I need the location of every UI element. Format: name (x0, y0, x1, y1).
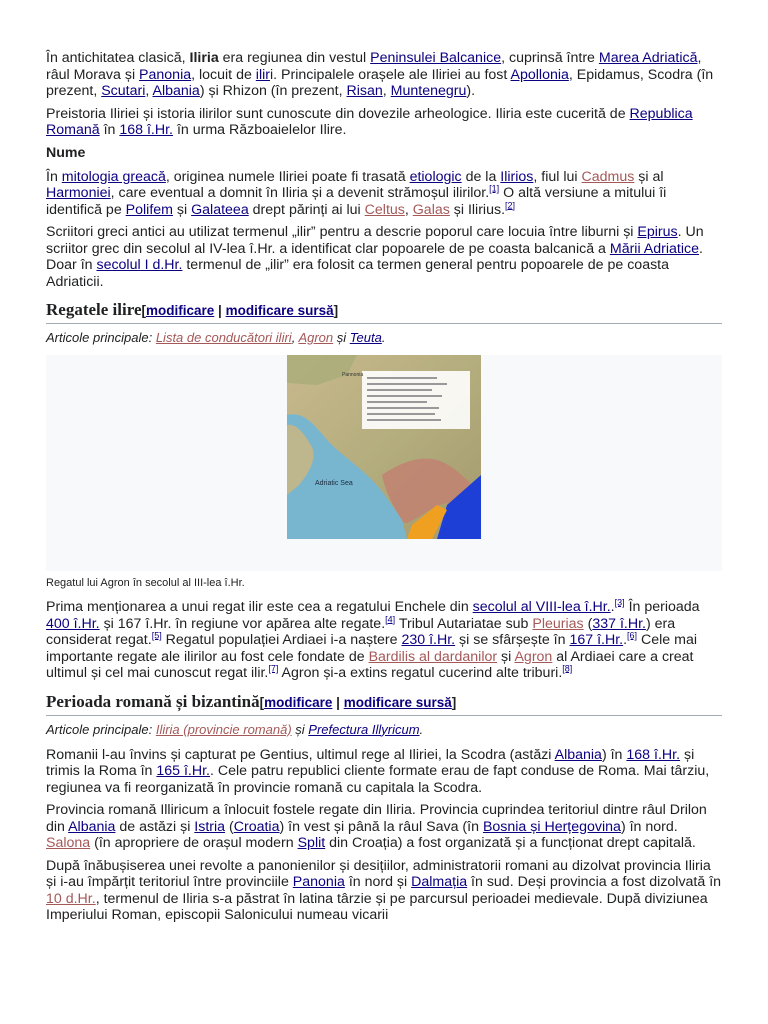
link-galateea[interactable]: Galateea (191, 201, 249, 218)
link-ilirios[interactable]: Ilirios (500, 168, 534, 185)
link-lista-conducatori[interactable]: Lista de conducători iliri (155, 330, 292, 345)
citation-2[interactable]: [2] (505, 199, 516, 210)
heading-nume: Nume (46, 144, 86, 161)
link-marii-adriatice[interactable]: Mării Adriatice (609, 240, 699, 257)
nume-paragraph-2: Scriitori greci antici au utilizat termenul „ilir” pentru a descrie poporul care locuia între liburni și Epirus. Un scriitor grec din secolul al IV-lea î.Hr. a identificat clar popoarele de pe coasta balcanică a Mării Adriatice. Doar în secolul I d.Hr. termenul de „ilir” era folosit ca termen general pentru popoarele de pe coasta Adriaticii. (46, 224, 704, 290)
heading-regatele-ilire: Regatele ilire[modificare | modificare sursă] (46, 300, 722, 324)
link-agron[interactable]: Agron (298, 330, 334, 345)
edit-source-link[interactable]: modificare sursă (225, 303, 334, 318)
map-image[interactable] (287, 355, 481, 539)
romana-paragraph-1: Romanii l-au învins și capturat pe Gentius, ultimul rege al Iliriei, la Scodra (astăzi Albania) în 168 î.Hr. și trimis la Roma în 165 î.Hr.. Cele patru republici cliente formate erau de fapt conduse de Roma. Mai târziu, regiunea va fi reorganizată în provincie romană cu capitala la Scodra. (46, 746, 710, 796)
term-iliria: Iliria (189, 50, 219, 66)
article-body (46, 50, 722, 930)
link-peninsula-balcanica[interactable]: Peninsulei Balcanice (370, 50, 502, 66)
link-10-dhr[interactable]: 10 d.Hr. (46, 890, 96, 907)
link-337-ihr[interactable]: 337 î.Hr. (592, 615, 646, 632)
link-secolul-i-dhr[interactable]: secolul I d.Hr. (96, 257, 183, 273)
link-bardilis[interactable]: Bardilis al dardanilor (368, 648, 498, 665)
link-galas[interactable]: Galas (412, 201, 450, 218)
citation-7[interactable]: [7] (268, 663, 279, 674)
link-celtus[interactable]: Celtus (364, 201, 405, 218)
citation-4[interactable]: [4] (385, 613, 396, 624)
romana-paragraph-3: După înăbușiserea unei revolte a panonienilor și desițiilor, administratorii romani au dizolvat provincia Iliria și i-au împărțit teritoriul între provinciile Panonia în nord și Dalmația în sud. Deși provincia a fost dizolvată în 10 d.Hr., termenul de Iliria s-a păstrat în latina târzie și pe parcursul perioadei medievale. După diviziunea Imperiului Roman, episcopii Salonicului numeau vicarii (46, 857, 722, 923)
link-split[interactable]: Split (297, 835, 326, 851)
link-prefectura-illyricum[interactable]: Prefectura Illyricum (308, 721, 420, 737)
link-marea-adriatica[interactable]: Marea Adriatică (598, 50, 698, 66)
link-republica-romana[interactable]: Republica Romană (46, 105, 693, 138)
edit-section-links: [modificare | modificare sursă] (141, 303, 339, 318)
edit-source-link[interactable]: modificare sursă (343, 694, 452, 710)
regate-paragraph-1: Prima menționarea a unui regat ilir este cea a regatului Enchele din secolul al VIII-lea î.Hr..[3] În perioada 400 î.Hr. și 167 î.Hr. în regiune vor apărea alte regate.[4] Tribul Autariatae sub Pleurias (337 î.Hr.) era considerat regat.[5] Regatul populației Ardiaei i-a naștere 230 î.Hr. și se sfârșește în 167 î.Hr..[6] Cele mai importante regate ale ilirilor au fost cele fondate de Bardilis al dardanilor și Agron al Ardiaei care a creat ultimul și cel mai cunoscut regat ilir.[7] Agron și-a extins regatul cucerind alte triburi.[8] (46, 597, 700, 681)
map-figure (46, 355, 722, 571)
link-panonia[interactable]: Panonia (139, 66, 192, 83)
map-label-sea: Adriatic Sea (315, 480, 353, 487)
link-polifem[interactable]: Polifem (125, 201, 173, 218)
link-salona[interactable]: Salona (46, 835, 91, 851)
link-165-ihr[interactable]: 165 î.Hr. (156, 763, 211, 779)
link-iliria-provincie[interactable]: Iliria (provincie romană) (155, 721, 292, 737)
citation-3[interactable]: [3] (614, 597, 625, 608)
link-epirus[interactable]: Epirus (637, 224, 678, 240)
citation-5[interactable]: [5] (151, 630, 162, 641)
citation-6[interactable]: [6] (627, 630, 638, 641)
link-risan[interactable]: Risan (346, 83, 383, 99)
map-caption: Regatul lui Agron în secolul al III-lea î.Hr. (46, 577, 245, 589)
link-230-ihr[interactable]: 230 î.Hr. (401, 632, 456, 648)
link-albania-2[interactable]: Albania (554, 746, 602, 763)
intro-paragraph-1: În antichitatea clasică, Iliria era regiunea din vestul Peninsulei Balcanice, cuprinsă între Marea Adriatică, râul Morava și Panonia, locuit de iliri. Principalele orașele ale Iliriei au fost Apollonia, Epidamus, Scodra (în prezent, Scutari, Albania) și Rhizon (în prezent, Risan, Muntenegru). (46, 50, 714, 99)
citation-1[interactable]: [1] (489, 183, 500, 194)
link-muntenegru[interactable]: Muntenegru (390, 83, 467, 99)
nume-paragraph-1: În mitologia greacă, originea numele Iliriei poate fi trasată etiologic de la Ilirios, fiul lui Cadmus și al Harmoniei, care eventual a domnit în Iliria și a devenit strămoșul ilirilor.[1] O altă versiune a mitului îi identifică pe Polifem și Galateea drept părinți ai lui Celtus, Galas și Ilirius.[2] (46, 168, 667, 218)
link-168-ihr[interactable]: 168 î.Hr. (119, 122, 173, 138)
link-croatia[interactable]: Croatia (233, 818, 280, 835)
link-168-ihr-2[interactable]: 168 î.Hr. (626, 746, 681, 763)
hatnote-regate: Articole principale: Lista de conducători iliri, Agron și Teuta. (46, 330, 386, 345)
link-cadmus[interactable]: Cadmus (581, 168, 635, 185)
link-scutari[interactable]: Scutari (101, 83, 146, 99)
map-label-pannonia: Pannonia (342, 372, 364, 378)
link-mitologia-greaca[interactable]: mitologia greacă (61, 168, 166, 185)
link-ilir[interactable]: ilir (255, 66, 270, 83)
link-167-ihr[interactable]: 167 î.Hr. (569, 632, 624, 648)
link-apollonia[interactable]: Apollonia (510, 66, 569, 83)
link-panonia-2[interactable]: Panonia (292, 874, 345, 890)
link-harmoniei[interactable]: Harmoniei (46, 185, 111, 201)
edit-link[interactable]: modificare (264, 694, 333, 710)
link-albania[interactable]: Albania (152, 83, 200, 99)
edit-link[interactable]: modificare (146, 303, 215, 318)
heading-perioada-romana: Perioada romană și bizantină[modificare | modificare sursă] (46, 692, 722, 716)
link-agron-text[interactable]: Agron (514, 648, 553, 665)
intro-paragraph-2: Preistoria Iliriei și istoria ilirilor sunt cunoscute din dovezile arheologice. Iliria este cucerită de Republica Romană în 168 î.Hr. în urma Războaielelor Ilire. (46, 105, 693, 138)
link-dalmatia[interactable]: Dalmația (411, 874, 468, 890)
edit-section-links: [modificare | modificare sursă] (259, 694, 457, 710)
link-pleurias[interactable]: Pleurias (532, 615, 584, 632)
link-secolul-viii-ihr[interactable]: secolul al VIII-lea î.Hr. (472, 599, 611, 615)
link-bosnia[interactable]: Bosnia și Herțegovina (482, 818, 621, 835)
link-400-ihr[interactable]: 400 î.Hr. (46, 615, 100, 632)
link-etiologic[interactable]: etiologic (409, 168, 462, 185)
link-albania-3[interactable]: Albania (68, 818, 116, 835)
citation-8[interactable]: [8] (562, 663, 573, 674)
hatnote-romana: Articole principale: Iliria (provincie romană) și Prefectura Illyricum. (46, 721, 424, 737)
link-istria[interactable]: Istria (194, 818, 226, 835)
link-teuta[interactable]: Teuta (349, 330, 382, 345)
romana-paragraph-2: Provincia romană Illiricum a înlocuit fostele regate din Iliria. Provincia cuprindea teritoriul dintre râul Drilon din Albania de astăzi și Istria (Croatia) în vest și până la râul Sava (în Bosnia și Herțegovina) în nord. Salona (în apropriere de orașul modern Split din Croația) a fost organizată și a funcționat drept capitală. (46, 802, 707, 851)
